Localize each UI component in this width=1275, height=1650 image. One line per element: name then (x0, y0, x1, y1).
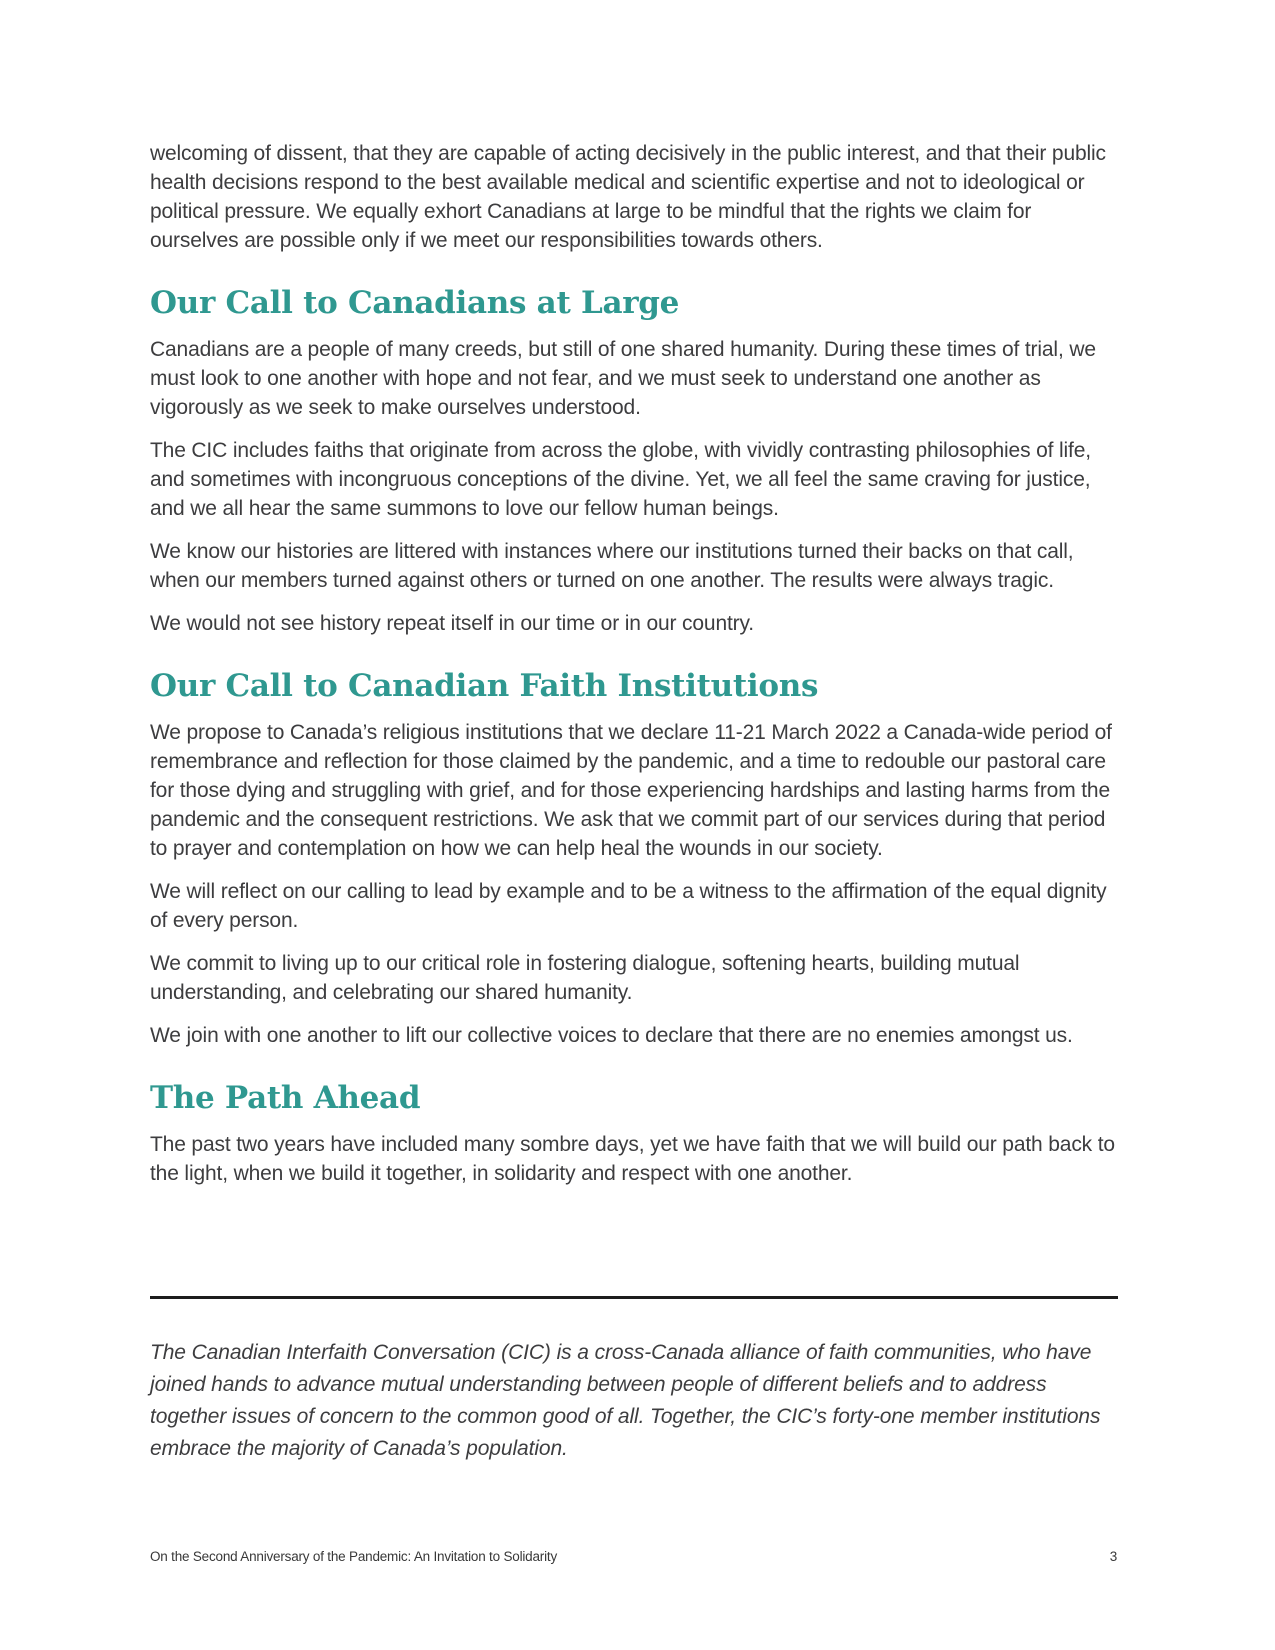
paragraph: We know our histories are littered with instances where our institutions turned their backs on that call, when our members turned against others or turned on one another. The results were always tragic. (150, 540, 1074, 592)
intro-paragraph: welcoming of dissent, that they are capable of acting decisively in the public interest, and that their public health decisions respond to the best available medical and scientific expertise and not to ideological or political pressure. We equally exhort Canadians at large to be mindful that the rights we claim for ourselves are possible only if we meet our responsibilities towards others. (150, 142, 1106, 252)
paragraph: We propose to Canada’s religious institutions that we declare 11-21 March 2022 a Canada-wide period of remembrance and reflection for those claimed by the pandemic, and a time to redouble our pastoral care for those dying and struggling with grief, and for those experiencing hardships and lasting harms from the pandemic and the consequent restrictions. We ask that we commit part of our services during that period to prayer and contemplation on how we can help heal the wounds in our society. (150, 721, 1112, 860)
page-content (150, 139, 1118, 1465)
footer-page-number: 3 (1109, 1549, 1117, 1564)
section-our-call-to-faith-institutions (150, 668, 1118, 1050)
footnote-divider (150, 1296, 1118, 1299)
page-footer (150, 1549, 1117, 1564)
paragraph: The CIC includes faiths that originate from across the globe, with vividly contrasting philosophies of life, and sometimes with incongruous conceptions of the divine. Yet, we all feel the same craving for justice, and we all hear the same summons to love our fellow human beings. (150, 439, 1091, 520)
footnote-paragraph: The Canadian Interfaith Conversation (CIC) is a cross-Canada alliance of faith communities, who have joined hands to advance mutual understanding between people of different beliefs and to address together issues of concern to the common good of all. Together, the CIC’s forty-one member institutions embrace the majority of Canada’s population. (150, 1341, 1101, 1460)
section-heading-canadians-at-large: Our Call to Canadians at Large (150, 285, 680, 321)
section-our-call-to-canadians-at-large (150, 285, 1118, 638)
paragraph: We join with one another to lift our collective voices to declare that there are no enemies amongst us. (150, 1024, 1073, 1047)
paragraph: Canadians are a people of many creeds, but still of one shared humanity. During these times of trial, we must look to one another with hope and not fear, and we must seek to understand one another as vigorously as we seek to make ourselves understood. (150, 338, 1096, 419)
footer-document-title: On the Second Anniversary of the Pandemic: An Invitation to Solidarity (150, 1549, 557, 1564)
section-heading-faith-institutions: Our Call to Canadian Faith Institutions (150, 668, 819, 704)
paragraph: The past two years have included many sombre days, yet we have faith that we will build our path back to the light, when we build it together, in solidarity and respect with one another. (150, 1133, 1115, 1185)
section-heading-path-ahead: The Path Ahead (150, 1080, 421, 1116)
paragraph: We would not see history repeat itself in our time or in our country. (150, 612, 754, 635)
section-the-path-ahead (150, 1080, 1118, 1188)
paragraph: We commit to living up to our critical role in fostering dialogue, softening hearts, building mutual understanding, and celebrating our shared humanity. (150, 952, 1020, 1004)
paragraph: We will reflect on our calling to lead by example and to be a witness to the affirmation of the equal dignity of every person. (150, 880, 1107, 932)
